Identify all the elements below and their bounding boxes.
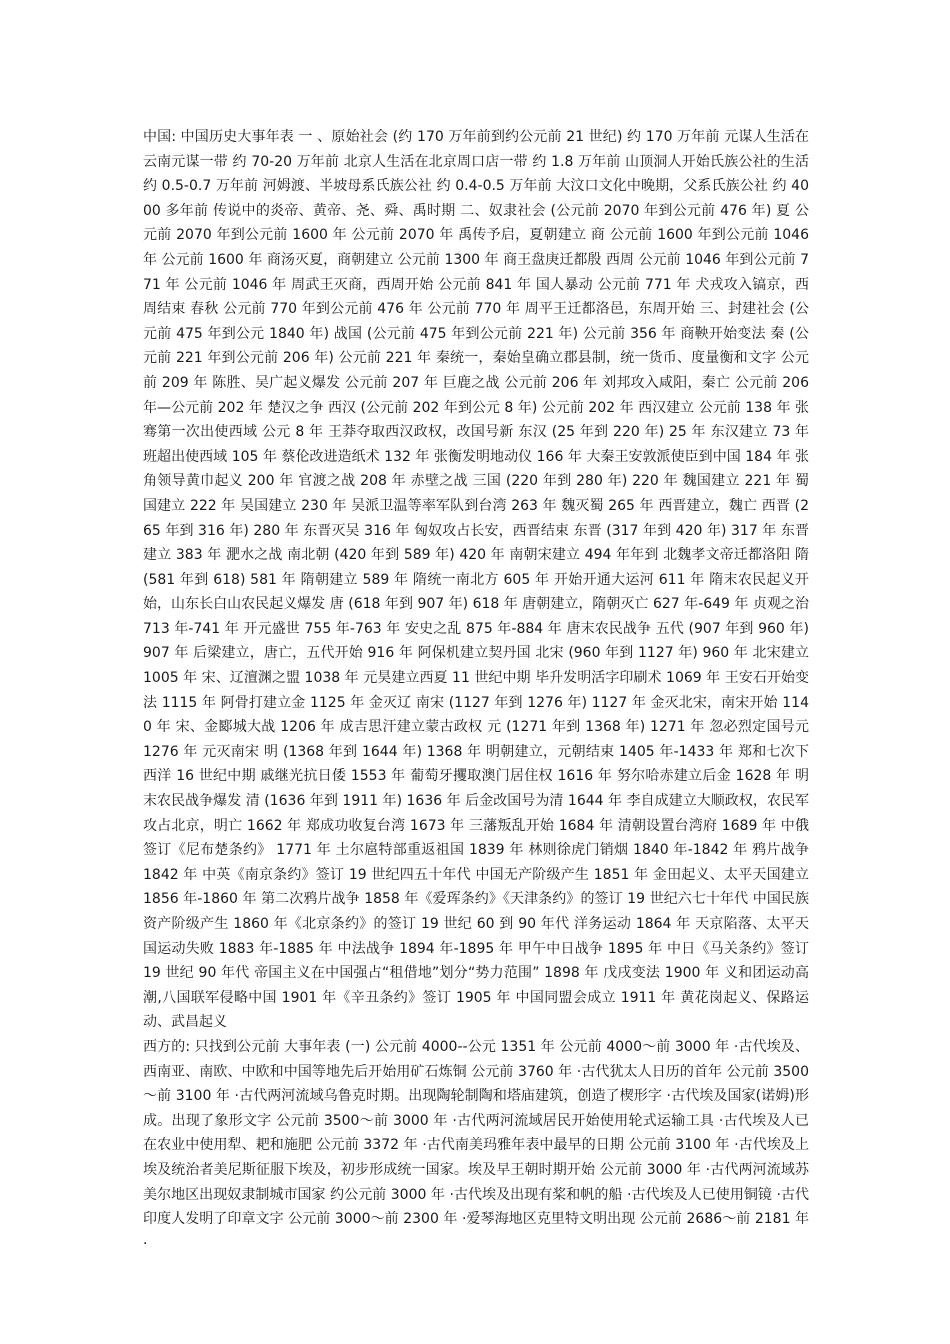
document-body	[143, 125, 809, 1256]
paragraph-west-timeline: 西方的: 只找到公元前 大事年表 (一) 公元前 4000--公元 1351 年 公元前 4000～前 3000 年 ·古代埃及、西南亚、南欧、中欧和中国等地先后开始用矿石炼铜 公元前 3760 年 ·古代犹太人日历的首年 公元前 3500～前 3100 年 ·古代两河流域乌鲁克时期。出现陶轮制陶和塔庙建筑，创造了楔形字 ·古代埃及国家(诺姆)形成。出现了象形文字 公元前 3500～前 3000 年 ·古代两河流域居民开始使用轮式运输工具 ·古代埃及人已在农业中使用犁、耙和施肥 公元前 3372 年 ·古代南美玛雅年表中最早的日期 公元前 3100 年 ·古代埃及上埃及统治者美尼斯征服下埃及，初步形成统一国家。埃及早王朝时期开始 公元前 3000 年 ·古代两河流域苏美尔地区出现奴隶制城市国家 约公元前 3000 年 ·古代埃及出现有桨和帆的船 ·古代埃及人已使用铜镜 ·古代印度人发明了印章文字 公元前 3000～前 2300 年 ·爱琴海地区克里特文明出现 公元前 2686～前 2181 年 ·	[143, 1038, 809, 1252]
paragraph-china-timeline: 中国: 中国历史大事年表 一 、原始社会 (约 170 万年前到约公元前 21 世纪) 约 170 万年前 元谋人生活在云南元谋一带 约 70-20 万年前 北京人生活在北京周口店一带 约 1.8 万年前 山顶洞人开始氏族公社的生活 约 0.5-0.7 万年前 河姆渡、半坡母系氏族公社 约 0.4-0.5 万年前 大汶口文化中晚期，父系氏族公社 约 4000 多年前 传说中的炎帝、黄帝、尧、舜、禹时期 二、奴隶社会 (公元前 2070 年到公元前 476 年) 夏 公元前 2070 年到公元前 1600 年 公元前 2070 年 禹传予启，夏朝建立 商 公元前 1600 年到公元前 1046 年 公元前 1600 年 商汤灭夏，商朝建立 公元前 1300 年 商王盘庚迁都殷 西周 公元前 1046 年到公元前 771 年 公元前 1046 年 周武王灭商，西周开始 公元前 841 年 国人暴动 公元前 771 年 犬戎攻入镐京，西周结束 春秋 公元前 770 年到公元前 476 年 公元前 770 年 周平王迁都洛邑，东周开始 三、封建社会 (公元前 475 年到公元 1840 年) 战国 (公元前 475 年到公元前 221 年) 公元前 356 年 商鞅开始变法 秦 (公元前 221 年到公元前 206 年) 公元前 221 年 秦统一，秦始皇确立郡县制，统一货币、度量衡和文字 公元前 209 年 陈胜、吴广起义爆发 公元前 207 年 巨鹿之战 公元前 206 年 刘邦攻入咸阳，秦亡 公元前 206 年—公元前 202 年 楚汉之争 西汉 (公元前 202 年到公元 8 年) 公元前 202 年 西汉建立 公元前 138 年 张骞第一次出使西域 公元 8 年 王莽夺取西汉政权，改国号新 东汉 (25 年到 220 年) 25 年 东汉建立 73 年 班超出使西域 105 年 蔡伦改进造纸术 132 年 张衡发明地动仪 166 年 大秦王安敦派使臣到中国 184 年 张角领导黄巾起义 200 年 官渡之战 208 年 赤壁之战 三国 (220 年到 280 年) 220 年 魏国建立 221 年 蜀国建立 222 年 吴国建立 230 年 吴派卫温等率军队到台湾 263 年 魏灭蜀 265 年 西晋建立，魏亡 西晋 (265 年到 316 年) 280 年 东晋灭吴 316 年 匈奴攻占长安，西晋结束 东晋 (317 年到 420 年) 317 年 东晋建立 383 年 淝水之战 南北朝 (420 年到 589 年) 420 年 南朝宋建立 494 年年到 北魏孝文帝迁都洛阳 隋 (581 年到 618) 581 年 隋朝建立 589 年 隋统一南北方 605 年 开始开通大运河 611 年 隋末农民起义开始，山东长白山农民起义爆发 唐 (618 年到 907 年) 618 年 唐朝建立，隋朝灭亡 627 年-649 年 贞观之治 713 年-741 年 开元盛世 755 年-763 年 安史之乱 875 年-884 年 唐末农民战争 五代 (907 年到 960 年) 907 年 后梁建立，唐亡，五代开始 916 年 阿保机建立契丹国 北宋 (960 年到 1127 年) 960 年 北宋建立 1005 年 宋、辽澶渊之盟 1038 年 元昊建立西夏 11 世纪中期 毕升发明活字印刷术 1069 年 王安石开始变法 1115 年 阿骨打建立金 1125 年 金灭辽 南宋 (1127 年到 1276 年) 1127 年 金灭北宋，南宋开始 1140 年 宋、金郾城大战 1206 年 成吉思汗建立蒙古政权 元 (1271 年到 1368 年) 1271 年 忽必烈定国号元 1276 年 元灭南宋 明 (1368 年到 1644 年) 1368 年 明朝建立，元朝结束 1405 年-1433 年 郑和七次下西洋 16 世纪中期 戚继光抗日倭 1553 年 葡萄牙攫取澳门居住权 1616 年 努尔哈赤建立后金 1628 年 明末农民战争爆发 清 (1636 年到 1911 年) 1636 年 后金改国号为清 1644 年 李自成建立大顺政权，农民军攻占北京，明亡 1662 年 郑成功收复台湾 1673 年 三藩叛乱开始 1684 年 清朝设置台湾府 1689 年 中俄签订《尼布楚条约》 1771 年 土尔扈特部重返祖国 1839 年 林则徐虎门销烟 1840 年-1842 年 鸦片战争 1842 年 中英《南京条约》签订 19 世纪四五十年代 中国无产阶级产生 1851 年 金田起义、太平天国建立 1856 年-1860 年 第二次鸦片战争 1858 年《爱珲条约》《天津条约》的签订 19 世纪六七十年代 中国民族资产阶级产生 1860 年《北京条约》的签订 19 世纪 60 到 90 年代 洋务运动 1864 年 天京陷落、太平天国运动失败 1883 年-1885 年 中法战争 1894 年-1895 年 甲午中日战争 1895 年 中日《马关条约》签订 19 世纪 90 年代 帝国主义在中国强占“租借地”划分“势力范围” 1898 年 戊戌变法 1900 年 义和团运动高潮,八国联军侵略中国 1901 年《辛丑条约》签订 1905 年 中国同盟会成立 1911 年 黄花岗起义、保路运动、武昌起义	[143, 129, 809, 1031]
